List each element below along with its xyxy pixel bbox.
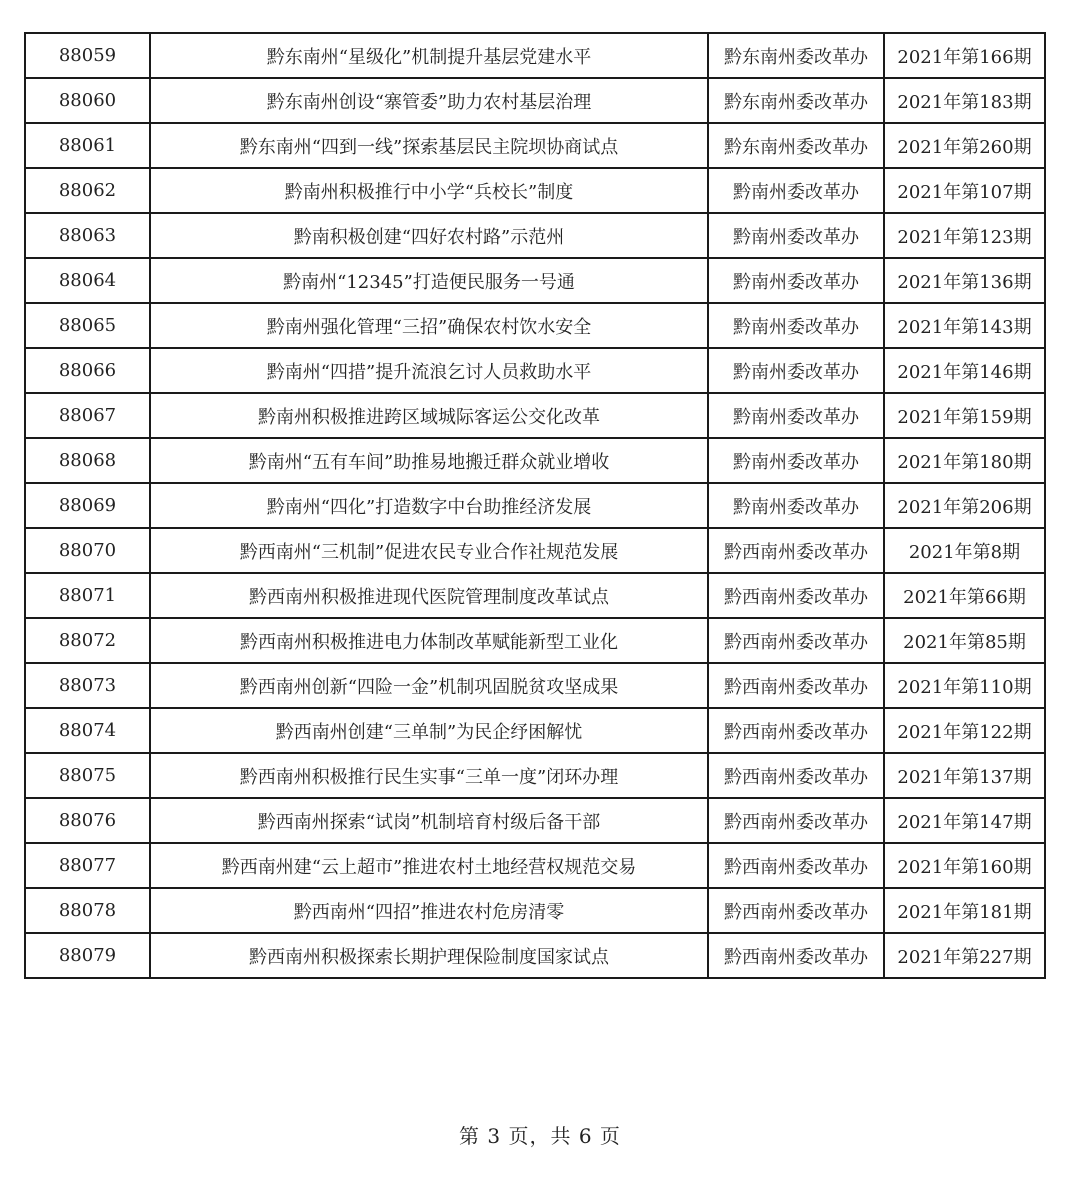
record-id-cell: 88072 <box>25 618 150 663</box>
record-issue-cell: 2021年第110期 <box>884 663 1045 708</box>
table-row <box>25 168 1045 213</box>
record-title-cell: 黔西南州建“云上超市”推进农村土地经营权规范交易 <box>150 843 708 888</box>
record-id-cell: 88063 <box>25 213 150 258</box>
record-title-cell: 黔西南州积极推行民生实事“三单一度”闭环办理 <box>150 753 708 798</box>
record-title-cell: 黔西南州创建“三单制”为民企纾困解忧 <box>150 708 708 753</box>
record-id-cell: 88073 <box>25 663 150 708</box>
record-org-cell: 黔南州委改革办 <box>708 393 884 438</box>
record-title-cell: 黔西南州积极探索长期护理保险制度国家试点 <box>150 933 708 978</box>
table-row <box>25 33 1045 78</box>
record-id-cell: 88078 <box>25 888 150 933</box>
record-issue-cell: 2021年第166期 <box>884 33 1045 78</box>
record-issue-cell: 2021年第8期 <box>884 528 1045 573</box>
record-id-cell: 88068 <box>25 438 150 483</box>
record-org-cell: 黔南州委改革办 <box>708 258 884 303</box>
record-org-cell: 黔西南州委改革办 <box>708 888 884 933</box>
record-org-cell: 黔南州委改革办 <box>708 438 884 483</box>
record-title-cell: 黔西南州创新“四险一金”机制巩固脱贫攻坚成果 <box>150 663 708 708</box>
table-row <box>25 348 1045 393</box>
record-title-cell: 黔南州“12345”打造便民服务一号通 <box>150 258 708 303</box>
record-title-cell: 黔南积极创建“四好农村路”示范州 <box>150 213 708 258</box>
table-row <box>25 78 1045 123</box>
record-id-cell: 88059 <box>25 33 150 78</box>
record-org-cell: 黔西南州委改革办 <box>708 528 884 573</box>
record-id-cell: 88062 <box>25 168 150 213</box>
record-title-cell: 黔西南州积极推进现代医院管理制度改革试点 <box>150 573 708 618</box>
record-title-cell: 黔南州“五有车间”助推易地搬迁群众就业增收 <box>150 438 708 483</box>
record-org-cell: 黔南州委改革办 <box>708 303 884 348</box>
record-org-cell: 黔西南州委改革办 <box>708 798 884 843</box>
record-issue-cell: 2021年第137期 <box>884 753 1045 798</box>
record-org-cell: 黔东南州委改革办 <box>708 123 884 168</box>
table-row <box>25 573 1045 618</box>
record-org-cell: 黔东南州委改革办 <box>708 78 884 123</box>
record-org-cell: 黔东南州委改革办 <box>708 33 884 78</box>
record-title-cell: 黔南州积极推行中小学“兵校长”制度 <box>150 168 708 213</box>
record-org-cell: 黔南州委改革办 <box>708 348 884 393</box>
table-row <box>25 798 1045 843</box>
table-row <box>25 123 1045 168</box>
record-id-cell: 88079 <box>25 933 150 978</box>
table-row <box>25 708 1045 753</box>
table-row <box>25 438 1045 483</box>
record-title-cell: 黔南州积极推进跨区域城际客运公交化改革 <box>150 393 708 438</box>
record-id-cell: 88075 <box>25 753 150 798</box>
record-org-cell: 黔南州委改革办 <box>708 213 884 258</box>
table-row <box>25 888 1045 933</box>
record-id-cell: 88065 <box>25 303 150 348</box>
table-row <box>25 663 1045 708</box>
record-id-cell: 88069 <box>25 483 150 528</box>
record-issue-cell: 2021年第136期 <box>884 258 1045 303</box>
record-issue-cell: 2021年第146期 <box>884 348 1045 393</box>
record-title-cell: 黔南州“四化”打造数字中台助推经济发展 <box>150 483 708 528</box>
record-issue-cell: 2021年第66期 <box>884 573 1045 618</box>
table-row <box>25 933 1045 978</box>
record-org-cell: 黔西南州委改革办 <box>708 843 884 888</box>
record-title-cell: 黔西南州积极推进电力体制改革赋能新型工业化 <box>150 618 708 663</box>
record-title-cell: 黔南州“四措”提升流浪乞讨人员救助水平 <box>150 348 708 393</box>
record-title-cell: 黔东南州创设“寨管委”助力农村基层治理 <box>150 78 708 123</box>
record-title-cell: 黔东南州“星级化”机制提升基层党建水平 <box>150 33 708 78</box>
record-issue-cell: 2021年第180期 <box>884 438 1045 483</box>
record-org-cell: 黔西南州委改革办 <box>708 708 884 753</box>
record-issue-cell: 2021年第122期 <box>884 708 1045 753</box>
record-id-cell: 88061 <box>25 123 150 168</box>
record-issue-cell: 2021年第85期 <box>884 618 1045 663</box>
record-id-cell: 88067 <box>25 393 150 438</box>
record-id-cell: 88076 <box>25 798 150 843</box>
record-id-cell: 88060 <box>25 78 150 123</box>
record-issue-cell: 2021年第107期 <box>884 168 1045 213</box>
record-org-cell: 黔西南州委改革办 <box>708 618 884 663</box>
record-org-cell: 黔西南州委改革办 <box>708 753 884 798</box>
table-row <box>25 528 1045 573</box>
record-id-cell: 88066 <box>25 348 150 393</box>
table-row <box>25 303 1045 348</box>
table-row <box>25 618 1045 663</box>
record-issue-cell: 2021年第159期 <box>884 393 1045 438</box>
record-id-cell: 88074 <box>25 708 150 753</box>
record-issue-cell: 2021年第147期 <box>884 798 1045 843</box>
record-issue-cell: 2021年第183期 <box>884 78 1045 123</box>
record-title-cell: 黔西南州探索“试岗”机制培育村级后备干部 <box>150 798 708 843</box>
record-title-cell: 黔西南州“三机制”促进农民专业合作社规范发展 <box>150 528 708 573</box>
records-table <box>24 32 1046 979</box>
record-org-cell: 黔南州委改革办 <box>708 483 884 528</box>
record-issue-cell: 2021年第227期 <box>884 933 1045 978</box>
record-org-cell: 黔西南州委改革办 <box>708 663 884 708</box>
record-org-cell: 黔南州委改革办 <box>708 168 884 213</box>
record-issue-cell: 2021年第123期 <box>884 213 1045 258</box>
table-row <box>25 393 1045 438</box>
table-row <box>25 258 1045 303</box>
record-issue-cell: 2021年第206期 <box>884 483 1045 528</box>
record-issue-cell: 2021年第143期 <box>884 303 1045 348</box>
record-title-cell: 黔东南州“四到一线”探索基层民主院坝协商试点 <box>150 123 708 168</box>
page-number-footer: 第 3 页，共 6 页 <box>459 1124 621 1148</box>
record-org-cell: 黔西南州委改革办 <box>708 933 884 978</box>
record-title-cell: 黔西南州“四招”推进农村危房清零 <box>150 888 708 933</box>
record-id-cell: 88077 <box>25 843 150 888</box>
table-row <box>25 843 1045 888</box>
record-issue-cell: 2021年第260期 <box>884 123 1045 168</box>
record-issue-cell: 2021年第181期 <box>884 888 1045 933</box>
record-org-cell: 黔西南州委改革办 <box>708 573 884 618</box>
record-issue-cell: 2021年第160期 <box>884 843 1045 888</box>
records-table-body <box>25 33 1045 978</box>
record-id-cell: 88070 <box>25 528 150 573</box>
record-id-cell: 88071 <box>25 573 150 618</box>
table-row <box>25 753 1045 798</box>
table-row <box>25 483 1045 528</box>
table-row <box>25 213 1045 258</box>
record-title-cell: 黔南州强化管理“三招”确保农村饮水安全 <box>150 303 708 348</box>
record-id-cell: 88064 <box>25 258 150 303</box>
